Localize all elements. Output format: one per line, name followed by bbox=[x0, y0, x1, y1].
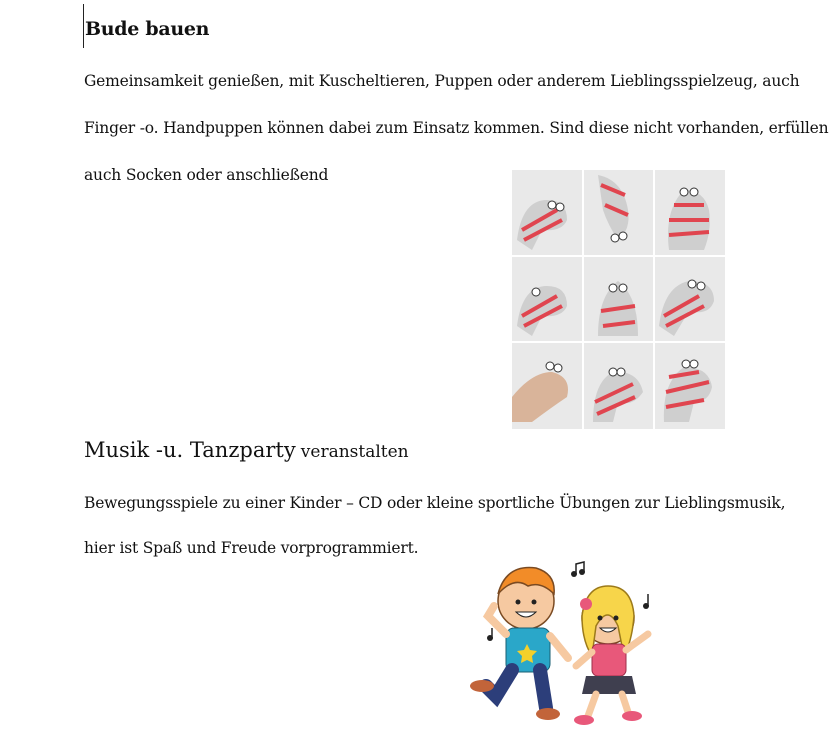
heading-musik-tanzparty bbox=[84, 438, 409, 462]
girl-figure bbox=[574, 586, 648, 725]
heading-main-part: Musik -u. Tanzparty bbox=[84, 438, 296, 462]
paragraph-line: auch Socken oder anschließend bbox=[84, 166, 329, 184]
boy-figure bbox=[470, 568, 568, 720]
paragraph-line: Finger -o. Handpuppen können dabei zum Einsatz kommen. Sind diese nicht vorhanden, erfüllen bbox=[84, 119, 829, 137]
text-cursor bbox=[83, 4, 84, 48]
dancing-children-clipart-image bbox=[436, 546, 668, 734]
paragraph-line: Gemeinsamkeit genießen, mit Kuscheltieren, Puppen oder anderem Lieblingsspielzeug, auch bbox=[84, 72, 800, 90]
heading-bude-bauen: Bude bauen bbox=[85, 18, 210, 40]
paragraph-line: hier ist Spaß und Freude vorprogrammiert. bbox=[84, 539, 419, 557]
heading-rest-part: veranstalten bbox=[300, 442, 409, 462]
paragraph-line: Bewegungsspiele zu einer Kinder – CD oder kleine sportliche Übungen zur Lieblingsmusik, bbox=[84, 494, 786, 512]
sock-puppet-photo-grid-image bbox=[512, 170, 725, 429]
